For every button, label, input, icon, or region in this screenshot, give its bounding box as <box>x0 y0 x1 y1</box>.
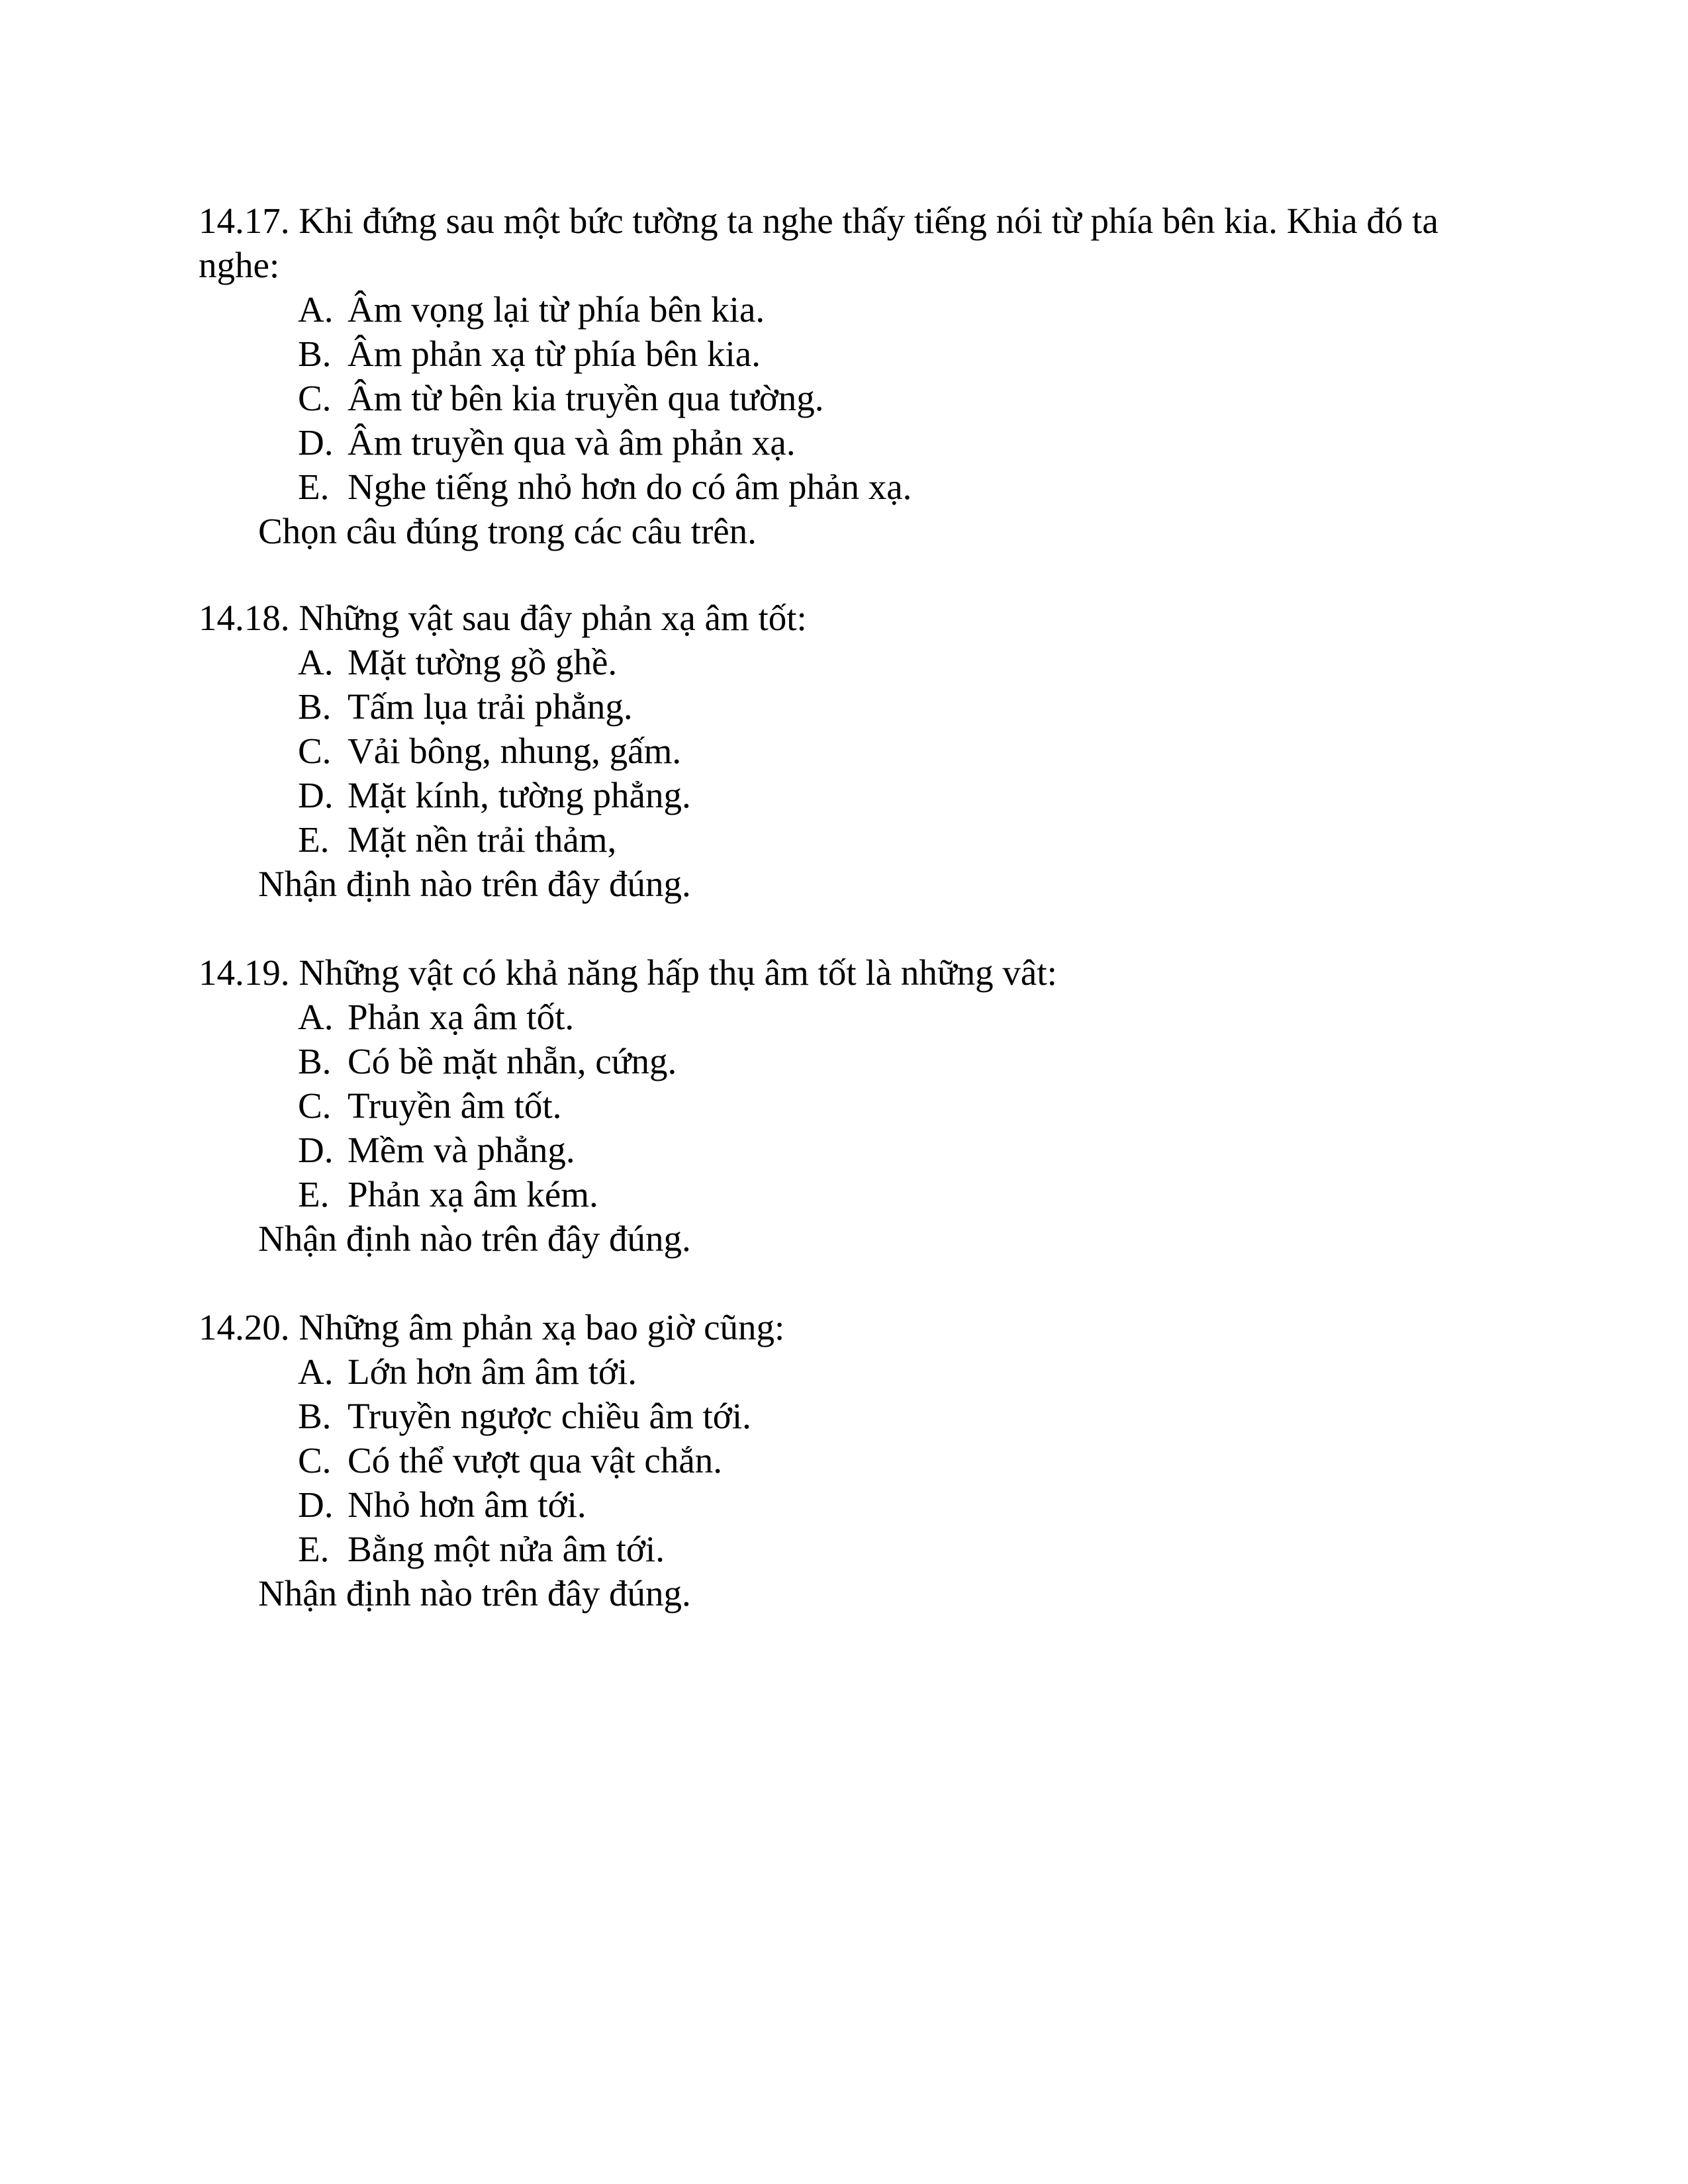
option-text: Nhỏ hơn âm tới. <box>348 1484 586 1525</box>
option-text: Có bề mặt nhẵn, cứng. <box>348 1041 677 1081</box>
option-text: Âm vọng lại từ phía bên kia. <box>348 289 765 330</box>
option-a <box>298 640 1509 684</box>
option-a <box>298 995 1509 1039</box>
option-a <box>298 287 1509 332</box>
question-stem: 14.18. Những vật sau đây phản xạ âm tốt: <box>199 598 807 638</box>
option-text: Truyền ngược chiều âm tới. <box>348 1396 751 1436</box>
option-list <box>199 287 1509 509</box>
option-letter: A. <box>298 642 334 682</box>
option-text: Mặt nền trải thảm, <box>348 819 617 860</box>
option-c <box>298 376 1509 420</box>
option-e <box>298 1172 1509 1216</box>
option-text: Có thể vượt qua vật chắn. <box>348 1440 722 1480</box>
option-letter: A. <box>298 1351 334 1392</box>
option-b <box>298 332 1509 376</box>
option-c <box>298 1438 1509 1482</box>
option-text: Âm phản xạ từ phía bên kia. <box>348 334 761 374</box>
option-e <box>298 1527 1509 1571</box>
question-instruction: Nhận định nào trên đây đúng. <box>258 1218 691 1259</box>
option-c <box>298 1083 1509 1128</box>
question-stem: 14.17. Khi đứng sau một bức tường ta nghe thấy tiếng nói từ phía bên kia. Khia đó ta nghe: <box>199 201 1438 285</box>
question-14-18 <box>199 596 1509 906</box>
option-text: Âm truyền qua và âm phản xạ. <box>348 422 796 463</box>
option-list <box>199 995 1509 1216</box>
option-text: Vải bông, nhung, gấm. <box>348 731 682 771</box>
option-letter: E. <box>298 467 330 507</box>
option-letter: B. <box>298 1396 332 1436</box>
question-stem: 14.20. Những âm phản xạ bao giờ cũng: <box>199 1307 785 1347</box>
option-letter: D. <box>298 775 334 815</box>
option-text: Mặt tường gồ ghề. <box>348 642 618 682</box>
option-text: Tấm lụa trải phẳng. <box>348 686 633 727</box>
option-letter: D. <box>298 422 334 463</box>
option-text: Mặt kính, tường phẳng. <box>348 775 691 815</box>
option-letter: C. <box>298 731 332 771</box>
option-a <box>298 1349 1509 1394</box>
option-d <box>298 420 1509 465</box>
question-instruction: Chọn câu đúng trong các câu trên. <box>258 511 757 551</box>
option-b <box>298 684 1509 729</box>
option-e <box>298 817 1509 862</box>
option-letter: E. <box>298 1529 330 1569</box>
option-text: Phản xạ âm kém. <box>348 1174 598 1214</box>
question-stem: 14.19. Những vật có khả năng hấp thụ âm tốt là những vât: <box>199 952 1057 993</box>
option-text: Âm từ bên kia truyền qua tường. <box>348 378 824 418</box>
option-letter: D. <box>298 1484 334 1525</box>
option-letter: C. <box>298 1440 332 1480</box>
option-text: Lớn hơn âm âm tới. <box>348 1351 637 1392</box>
option-letter: E. <box>298 819 330 860</box>
option-text: Bằng một nửa âm tới. <box>348 1529 665 1569</box>
option-letter: E. <box>298 1174 330 1214</box>
option-letter: D. <box>298 1130 334 1170</box>
question-14-19 <box>199 950 1509 1261</box>
option-text: Phản xạ âm tốt. <box>348 997 575 1037</box>
question-14-20 <box>199 1305 1509 1615</box>
option-text: Nghe tiếng nhỏ hơn do có âm phản xạ. <box>348 467 912 507</box>
question-14-17 <box>199 199 1509 553</box>
option-d <box>298 773 1509 817</box>
option-letter: C. <box>298 1085 332 1126</box>
option-letter: B. <box>298 686 332 727</box>
option-b <box>298 1039 1509 1083</box>
option-e <box>298 465 1509 509</box>
option-letter: B. <box>298 334 332 374</box>
option-text: Truyền âm tốt. <box>348 1085 562 1126</box>
question-instruction: Nhận định nào trên đây đúng. <box>258 864 691 904</box>
option-letter: B. <box>298 1041 332 1081</box>
option-letter: A. <box>298 289 334 330</box>
option-c <box>298 729 1509 773</box>
option-list <box>199 1349 1509 1571</box>
option-letter: A. <box>298 997 334 1037</box>
option-text: Mềm và phẳng. <box>348 1130 575 1170</box>
option-b <box>298 1394 1509 1438</box>
option-d <box>298 1128 1509 1172</box>
option-list <box>199 640 1509 862</box>
question-instruction: Nhận định nào trên đây đúng. <box>258 1573 691 1614</box>
option-d <box>298 1482 1509 1527</box>
option-letter: C. <box>298 378 332 418</box>
